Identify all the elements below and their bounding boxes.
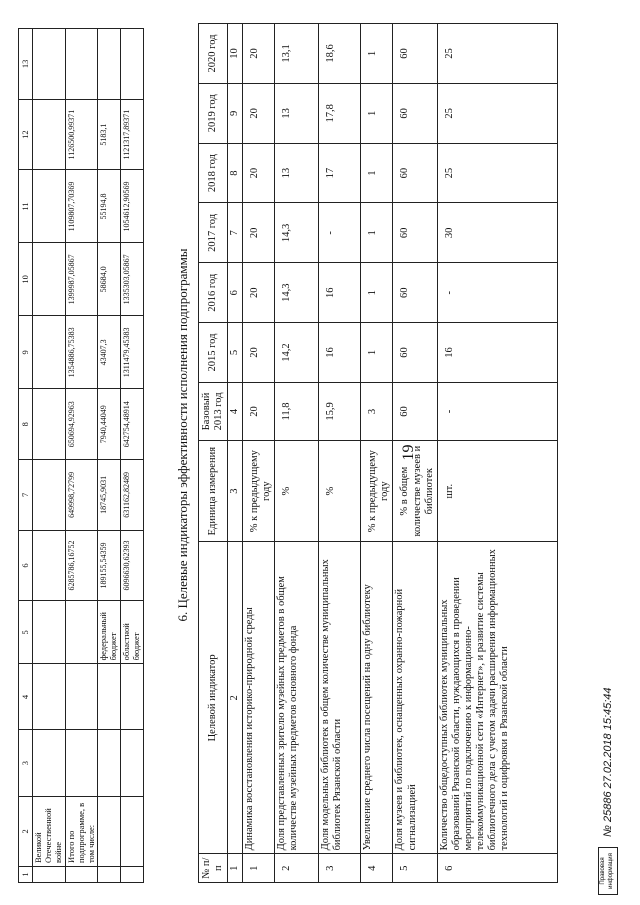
budget-col-number: 1 [19,867,33,883]
indicator-number: 6 [437,854,557,883]
budget-row [66,29,98,883]
indicator-name: Динамика восстановления историко-природной среды [243,542,275,854]
indicator-base-value: - [437,382,557,440]
budget-value: 631162,82489 [121,460,144,531]
indicator-number: 4 [361,854,393,883]
budget-value [33,530,66,601]
budget-value: 58684,0 [98,243,121,316]
budget-value: 55194,8 [98,170,121,243]
indicator-base-value: 11,8 [275,382,319,440]
indicator-row [361,24,393,883]
indicator-year-value: 20 [243,263,275,323]
column-number: 7 [228,203,243,263]
header-unit: Единица измерения [199,440,228,541]
budget-col-number: 12 [19,99,33,170]
budget-row-label: Великой Отечественной войне [33,796,66,866]
indicator-year-value: 17 [319,143,361,203]
column-number: 1 [228,854,243,883]
indicator-year-value: 25 [437,143,557,203]
budget-cell [66,664,98,730]
budget-row-label: Итого по подпрограмме, в том числе: [66,796,98,866]
indicator-base-value: 20 [243,382,275,440]
column-number: 10 [228,24,243,84]
budget-value [98,29,121,100]
indicator-year-value: 20 [243,24,275,84]
column-number: 4 [228,382,243,440]
indicator-row [437,24,557,883]
budget-value: 189155,54359 [98,530,121,601]
budget-source [33,601,66,664]
budget-value: 6285786,16752 [66,530,98,601]
budget-cell [121,867,144,883]
indicator-year-value: 14,3 [275,263,319,323]
section-title: 6. Целевые индикаторы эффективности исполнения подпрограммы [175,248,190,622]
page-number: 19 [400,444,417,461]
budget-table [18,28,144,883]
budget-cell [33,867,66,883]
indicator-number: 5 [393,854,437,883]
column-numbers-row [228,24,243,883]
column-number: 3 [228,440,243,541]
indicator-unit: % к предыдущему году [243,440,275,541]
indicator-year-value: 13 [275,143,319,203]
budget-header-row [19,29,33,883]
indicator-year-value: 1 [361,203,393,263]
indicator-unit: % [275,440,319,541]
indicator-year-value: 1 [361,83,393,143]
column-number: 9 [228,83,243,143]
budget-cell [33,664,66,730]
indicator-year-value: 16 [437,323,557,383]
indicator-row [275,24,319,883]
budget-col-number: 6 [19,530,33,601]
budget-cell [98,664,121,730]
indicator-year-value: 16 [319,263,361,323]
indicator-number: 1 [243,854,275,883]
header-num: № п/п [199,854,228,883]
indicator-year-value: 13,1 [275,24,319,84]
indicator-name: Увеличение среднего числа посещений на одну библиотеку [361,542,393,854]
budget-col-number: 2 [19,796,33,866]
budget-cell [98,730,121,796]
indicator-year-value: 20 [243,323,275,383]
budget-source: федеральный бюджет [98,601,121,664]
indicator-year-value: 20 [243,83,275,143]
indicator-row [243,24,275,883]
budget-value: 1126500,99371 [66,99,98,170]
budget-value: 7940,44049 [98,389,121,460]
budget-col-number: 11 [19,170,33,243]
column-number: 8 [228,143,243,203]
budget-value: 1354886,75383 [66,316,98,389]
budget-col-number: 10 [19,243,33,316]
budget-value: 18745,9031 [98,460,121,531]
indicator-unit: % в общем количестве музеев и библиотек [393,440,437,541]
indicator-year-value: 1 [361,24,393,84]
budget-value [33,243,66,316]
header-year: 2015 год [199,323,228,383]
budget-source: областной бюджет [121,601,144,664]
budget-value [33,99,66,170]
indicator-year-value: 20 [243,143,275,203]
budget-value: 650694,92963 [66,389,98,460]
budget-value: 1109807,70369 [66,170,98,243]
budget-value [33,316,66,389]
budget-value: 1335303,05867 [121,243,144,316]
budget-cell [121,730,144,796]
indicator-year-value: 18,6 [319,24,361,84]
column-number: 6 [228,263,243,323]
indicator-year-value: 16 [319,323,361,383]
indicator-name: Доля музеев и библиотек, оснащенных охранно-пожарной сигнализацией [393,542,437,854]
indicator-base-value: 15,9 [319,382,361,440]
indicator-year-value: 14,3 [275,203,319,263]
indicator-year-value: 1 [361,263,393,323]
indicator-unit: шт. [437,440,557,541]
indicator-base-value: 60 [393,382,437,440]
indicator-year-value: 25 [437,24,557,84]
header-year: 2017 год [199,203,228,263]
budget-value [33,460,66,531]
budget-value: 1311479,45383 [121,316,144,389]
registration-number: № 25886 27.02.2018 15:45:44 [602,687,614,837]
indicator-year-value: 1 [361,323,393,383]
indicator-name: Количество общедоступных библиотек муниципальных образований Рязанской области, нуждающихся в проведении мероприятий по подключению к информационно-телекоммуникационной сети «Интернет», и развитие системы библиотечного дела с учетом задачи расширения информационных технологий и оцифровки в Рязанской области [437,542,557,854]
indicator-year-value: 60 [393,143,437,203]
budget-col-number: 13 [19,29,33,100]
budget-cell [121,664,144,730]
indicator-year-value: - [437,263,557,323]
column-number: 2 [228,542,243,854]
indicator-number: 3 [319,854,361,883]
budget-value [121,29,144,100]
footer-stamp [598,687,618,895]
indicator-year-value: 13 [275,83,319,143]
header-year: 2016 год [199,263,228,323]
budget-row-label [98,796,121,866]
budget-row-label [121,796,144,866]
indicator-row [319,24,361,883]
budget-row [33,29,66,883]
header-base: Базовый 2013 год [199,382,228,440]
budget-col-number: 9 [19,316,33,389]
indicators-header-row [199,24,228,883]
budget-col-number: 5 [19,601,33,664]
budget-value: 649998,72799 [66,460,98,531]
stamp-logo [598,847,618,895]
indicator-year-value: 17,8 [319,83,361,143]
indicator-year-value: 60 [393,83,437,143]
indicator-year-value: 60 [393,323,437,383]
budget-value: 43407,3 [98,316,121,389]
budget-row [121,29,144,883]
indicator-year-value: 60 [393,24,437,84]
stamp-label: Правовая информация [600,853,614,889]
indicator-year-value: 30 [437,203,557,263]
indicators-table [198,23,558,883]
indicator-year-value: 60 [393,263,437,323]
budget-value [33,29,66,100]
budget-row [98,29,121,883]
indicator-name: Доля модельных библиотек в общем количестве муниципальных библиотек Рязанской области [319,542,361,854]
indicator-number: 2 [275,854,319,883]
indicator-year-value: 60 [393,203,437,263]
budget-cell [66,730,98,796]
budget-value: 1121317,89371 [121,99,144,170]
column-number: 5 [228,323,243,383]
budget-value: 642754,48914 [121,389,144,460]
budget-col-number: 8 [19,389,33,460]
header-year: 2020 год [199,24,228,84]
header-year: 2018 год [199,143,228,203]
budget-col-number: 4 [19,664,33,730]
budget-col-number: 3 [19,730,33,796]
budget-source [66,601,98,664]
header-name: Целевой индикатор [199,542,228,854]
indicator-year-value: 25 [437,83,557,143]
indicator-year-value: 20 [243,203,275,263]
budget-value: 6096630,62393 [121,530,144,601]
indicator-year-value: 14,2 [275,323,319,383]
indicator-unit: % [319,440,361,541]
indicator-name: Доля представленных зрителю музейных предметов в общем количестве музейных предметов основного фонда [275,542,319,854]
indicator-unit: % к предыдущему году [361,440,393,541]
budget-col-number: 7 [19,460,33,531]
budget-cell [33,730,66,796]
indicator-year-value: - [319,203,361,263]
header-year: 2019 год [199,83,228,143]
budget-value: 5183,1 [98,99,121,170]
indicator-base-value: 3 [361,382,393,440]
indicator-year-value: 1 [361,143,393,203]
budget-cell [66,867,98,883]
budget-cell [98,867,121,883]
budget-value: 1054612,90569 [121,170,144,243]
budget-value [33,389,66,460]
budget-value: 1399987,05867 [66,243,98,316]
budget-value [66,29,98,100]
budget-value [33,170,66,243]
